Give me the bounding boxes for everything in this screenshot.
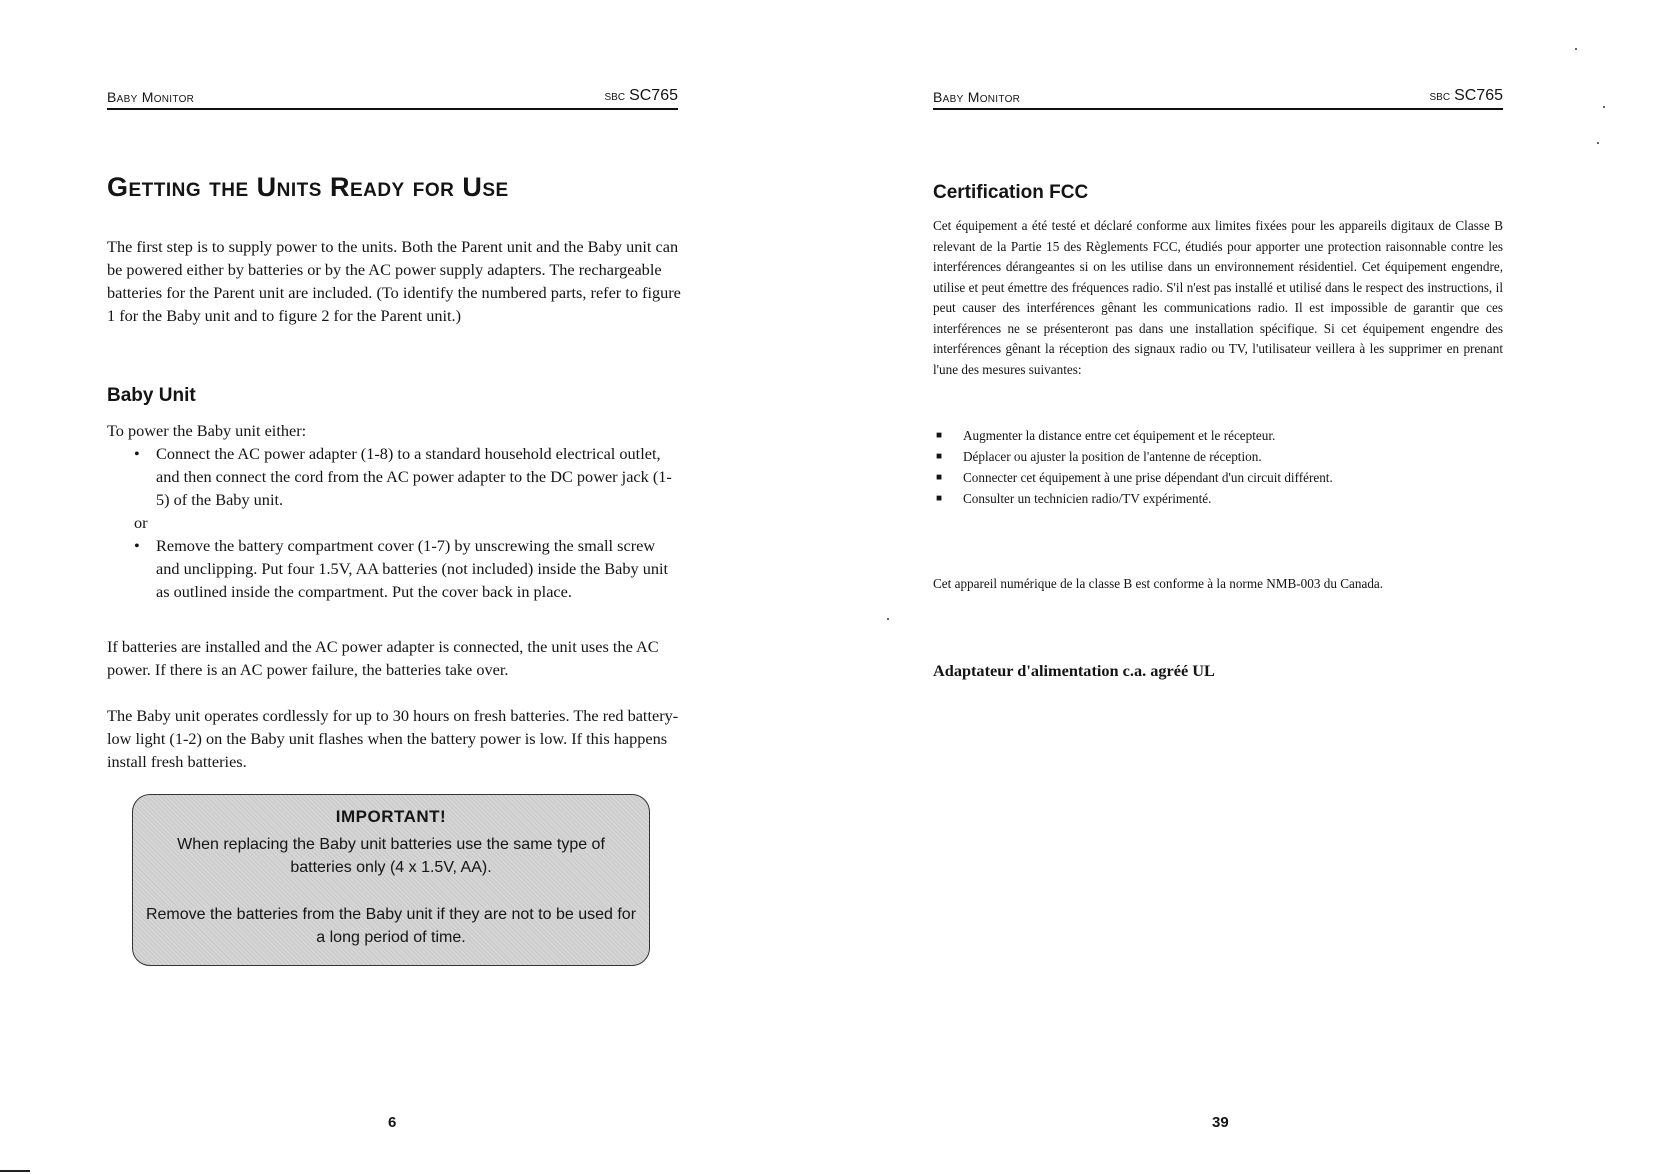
header-model [605, 87, 678, 105]
page-header [933, 84, 1503, 110]
important-line-2: Remove the batteries from the Baby unit if they are not to be used for a long period of time. [145, 906, 637, 946]
right-page [828, 0, 1656, 1174]
page-number: 6 [388, 1114, 397, 1131]
scan-speck [887, 618, 889, 620]
or-label: or [134, 513, 148, 532]
header-model-prefix: SBC [1429, 92, 1451, 103]
section-heading: Getting the Units Ready for Use [107, 172, 509, 202]
header-model-number: SC765 [1454, 87, 1503, 104]
paragraph: If batteries are installed and the AC power adapter is connected, the unit uses the AC power. If there is an AC power failure, the batteries take over. [107, 637, 659, 679]
section-heading: Certification FCC [933, 182, 1089, 203]
bullet-text: Remove the battery compartment cover (1-7) by unscrewing the small screw and unclipping. Put four 1.5V, AA batteries (not included) inside the Baby unit as outlined inside the compartment. Put the cover back in place. [156, 536, 669, 601]
intro-paragraph: The first step is to supply power to the units. Both the Parent unit and the Baby unit can be powered either by batteries or by the AC power supply adapters. The rechargeable batteries for the Parent unit are included. (To identify the numbered parts, refer to figure 1 for the Baby unit and to figure 2 for the Parent unit.) [107, 237, 681, 325]
scan-speck [1603, 106, 1605, 108]
bullet-square: ■ [936, 472, 943, 483]
important-notice-box [132, 794, 650, 966]
header-model-number: SC765 [629, 87, 678, 104]
scan-speck [1597, 142, 1599, 144]
bullet-dot: • [134, 536, 140, 555]
scan-edge-mark [0, 1170, 30, 1172]
lead-text: To power the Baby unit either: [107, 421, 307, 440]
bullet-square: ■ [936, 430, 943, 441]
paragraph: Cet équipement a été testé et déclaré conforme aux limites fixées pour les appareils digitaux de Classe B relevant de la Partie 15 des Règlements FCC, étudiés pour apporter une protection raisonnable contre les interférences dérangeantes si on les utilise dans un environnement résidentiel. Cet équipement engendre, utilise et peut émettre des fréquences radio. S'il n'est pas installé et utilisé dans le respect des instructions, il peut causer des interférences gênant les communications radio. Il est impossible de garantir que ces interférences ne se présenteront pas dans une installation spécifique. Si cet équipement engendre des interférences gênant la réception des signaux radio ou TV, l'utilisateur veillera à les supprimer en prenant l'une des mesures suivantes: [933, 218, 1503, 377]
header-model-prefix: SBC [604, 92, 626, 103]
bullet-text: Connect the AC power adapter (1-8) to a standard household electrical outlet, and then connect the cord from the AC power adapter to the DC power jack (1-5) of the Baby unit. [156, 444, 672, 509]
paragraph: The Baby unit operates cordlessly for up to 30 hours on fresh batteries. The red battery-low light (1-2) on the Baby unit flashes when the battery power is low. If this happens install fresh batteries. [107, 706, 679, 771]
bullet-square: ■ [936, 493, 943, 504]
header-model [1430, 87, 1503, 105]
header-title: Baby Monitor [107, 89, 195, 105]
scan-speck [1575, 48, 1577, 50]
important-title: IMPORTANT! [335, 807, 447, 826]
page-header [107, 84, 678, 110]
subheading-ul-adapter: Adaptateur d'alimentation c.a. agréé UL [933, 661, 1215, 680]
important-line-1: When replacing the Baby unit batteries use the same type of batteries only (4 x 1.5V, AA). [177, 836, 605, 876]
subheading-baby-unit: Baby Unit [107, 385, 196, 406]
bullet-text: Consulter un technicien radio/TV expérimenté. [963, 491, 1212, 506]
bullet-text: Déplacer ou ajuster la position de l'antenne de réception. [963, 449, 1262, 464]
page-number: 39 [1212, 1114, 1229, 1131]
bullet-dot: • [134, 444, 140, 463]
paragraph: Cet appareil numérique de la classe B est conforme à la norme NMB-003 du Canada. [933, 576, 1384, 591]
bullet-text: Augmenter la distance entre cet équipement et le récepteur. [963, 428, 1276, 443]
header-title: Baby Monitor [933, 89, 1021, 105]
bullet-square: ■ [936, 451, 943, 462]
bullet-text: Connecter cet équipement à une prise dépendant d'un circuit différent. [963, 470, 1333, 485]
